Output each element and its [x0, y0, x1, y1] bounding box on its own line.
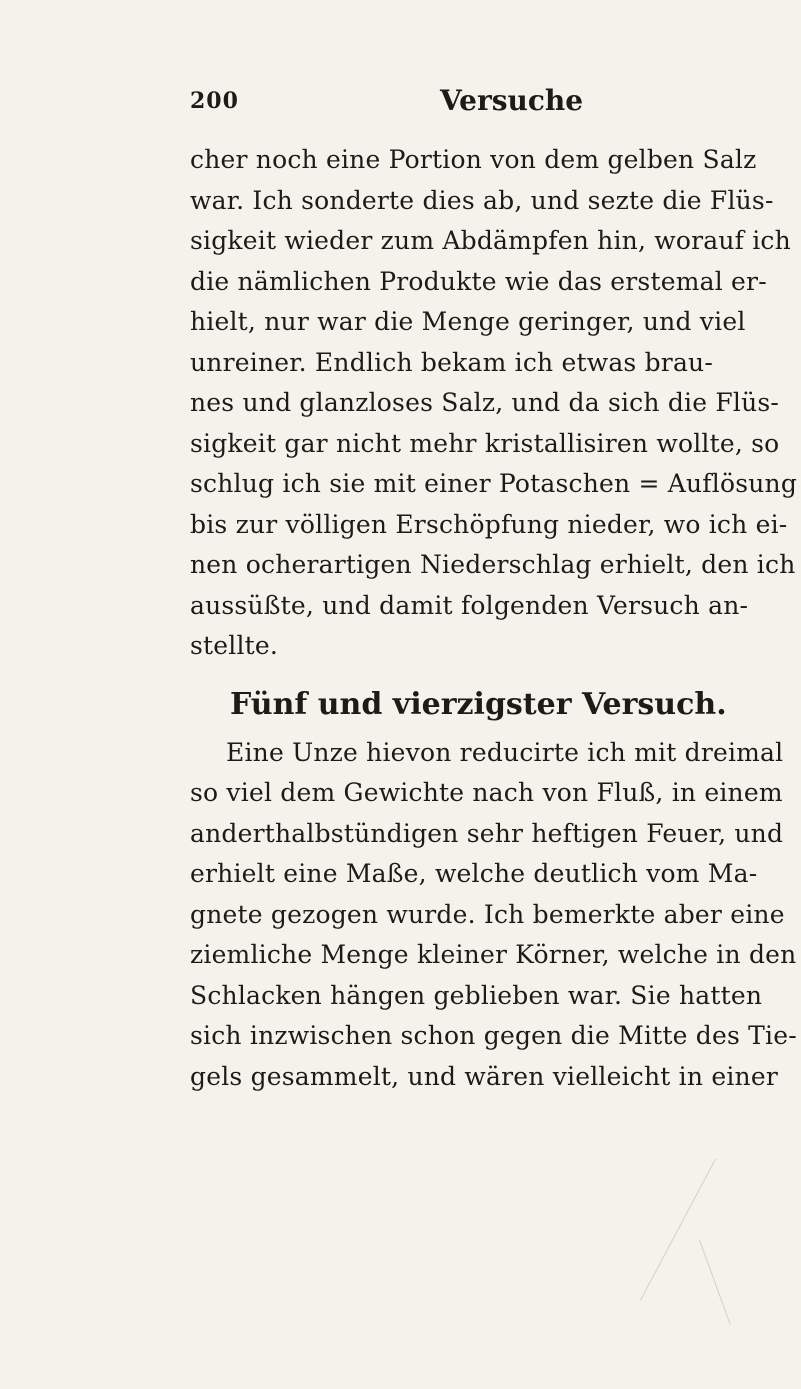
page-number: 200 [190, 88, 239, 114]
text-line: aussüßte, und damit folgenden Versuch an- [190, 590, 749, 620]
text-line: war. Ich sonderte dies ab, und sezte die Flüs- [190, 185, 774, 215]
text-line: so viel dem Gewichte nach von Fluß, in einem [190, 778, 783, 807]
page-header [190, 84, 730, 128]
text-line: sigkeit gar nicht mehr kristallisiren wollte, so [190, 428, 780, 458]
text-line: gnete gezogen wurde. Ich bemerkte aber eine [190, 899, 785, 929]
text-line: sigkeit wieder zum Abdämpfen hin, worauf ich [190, 226, 791, 255]
text-line: anderthalbstündigen sehr heftigen Feuer, und [190, 818, 784, 848]
section-heading: Fünf und vierzigster Versuch. [230, 686, 727, 722]
text-line: schlug ich sie mit einer Potaschen = Auflösung [190, 469, 798, 498]
text-line: bis zur völligen Erschöpfung nieder, wo ich ei- [190, 509, 788, 539]
text-line: die nämlichen Produkte wie das erstemal er- [190, 266, 767, 296]
paragraph-2 [190, 733, 797, 1098]
text-line: erhielt eine Maße, welche deutlich vom Ma- [190, 859, 758, 888]
paper-crease [699, 1240, 731, 1325]
text-line: stellte. [190, 631, 279, 660]
body-text [190, 140, 798, 1097]
text-line: unreiner. Endlich bekam ich etwas brau- [190, 347, 714, 377]
text-line: cher noch eine Portion von dem gelben Salz [190, 145, 757, 174]
paragraph-1 [190, 140, 798, 667]
text-line: hielt, nur war die Menge geringer, und viel [190, 307, 746, 336]
text-line: gels gesammelt, und wären vielleicht in einer [190, 1061, 778, 1091]
paper-crease [640, 1159, 716, 1301]
text-line: nen ocherartigen Niederschlag erhielt, den ich [190, 550, 796, 579]
text-line: nes und glanzloses Salz, und da sich die Flüs- [190, 388, 780, 417]
text-line: ziemliche Menge kleiner Körner, welche in den [190, 940, 797, 969]
text-line: sich inzwischen schon gegen die Mitte des Tie- [190, 1021, 797, 1050]
text-line: Schlacken hängen geblieben war. Sie hatten [190, 980, 763, 1010]
text-line: Eine Unze hievon reducirte ich mit dreimal [226, 737, 784, 767]
running-head: Versuche [440, 84, 584, 117]
